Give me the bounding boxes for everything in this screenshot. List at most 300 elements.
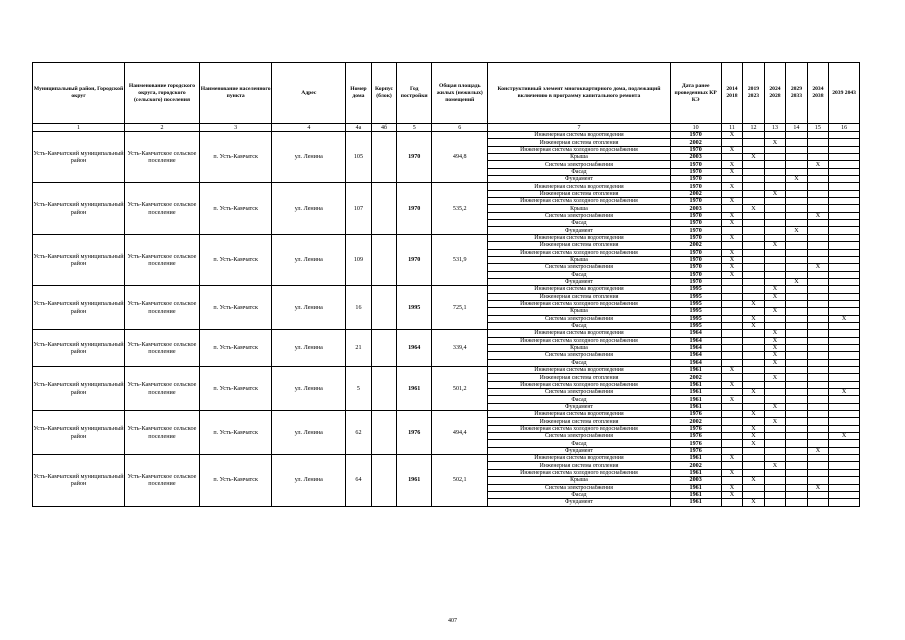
period-mark-cell bbox=[807, 491, 828, 498]
period-mark-cell bbox=[829, 425, 860, 432]
period-mark-cell bbox=[807, 278, 828, 285]
element-name-cell: Инженерная система водоотведения bbox=[488, 132, 670, 139]
block-cell bbox=[371, 286, 397, 330]
settlement-cell: Усть-Камчатское сельское поселение bbox=[125, 234, 200, 285]
period-mark-cell bbox=[807, 242, 828, 249]
period-mark-cell bbox=[764, 477, 785, 484]
column-number: 1 bbox=[33, 124, 125, 132]
period-mark-cell: X bbox=[721, 484, 742, 491]
street-cell: ул. Ленина bbox=[272, 455, 346, 506]
period-mark-cell bbox=[786, 462, 807, 469]
element-name-cell: Инженерная система холодного водоснабжения bbox=[488, 381, 670, 388]
previous-repair-date-cell: 1995 bbox=[670, 308, 721, 315]
period-mark-cell bbox=[743, 198, 764, 205]
period-mark-cell bbox=[743, 168, 764, 175]
previous-repair-date-cell: 2002 bbox=[670, 242, 721, 249]
previous-repair-date-cell: 2002 bbox=[670, 139, 721, 146]
period-mark-cell: X bbox=[721, 146, 742, 153]
period-mark-cell bbox=[829, 469, 860, 476]
table-body bbox=[33, 132, 860, 507]
period-mark-cell bbox=[721, 154, 742, 161]
period-mark-cell bbox=[829, 359, 860, 366]
period-mark-cell: X bbox=[764, 242, 785, 249]
period-mark-cell bbox=[721, 286, 742, 293]
period-mark-cell bbox=[764, 168, 785, 175]
capital-repair-table bbox=[32, 62, 860, 507]
period-mark-cell bbox=[721, 418, 742, 425]
element-name-cell: Инженерная система холодного водоснабжения bbox=[488, 249, 670, 256]
period-mark-cell bbox=[721, 337, 742, 344]
element-name-cell: Фасад bbox=[488, 322, 670, 329]
period-mark-cell bbox=[829, 190, 860, 197]
period-mark-cell: X bbox=[743, 440, 764, 447]
period-mark-cell bbox=[721, 315, 742, 322]
house-number-cell: 21 bbox=[346, 330, 372, 367]
construction-year-cell: 1970 bbox=[397, 234, 432, 285]
period-mark-cell bbox=[807, 286, 828, 293]
area-cell: 725,1 bbox=[432, 286, 488, 330]
element-name-cell: Фасад bbox=[488, 491, 670, 498]
period-mark-cell bbox=[743, 396, 764, 403]
period-mark-cell bbox=[829, 374, 860, 381]
period-mark-cell bbox=[807, 132, 828, 139]
element-name-cell: Фундамент bbox=[488, 499, 670, 506]
period-mark-cell bbox=[721, 190, 742, 197]
period-mark-cell bbox=[743, 469, 764, 476]
period-mark-cell bbox=[743, 455, 764, 462]
period-mark-cell bbox=[786, 242, 807, 249]
column-number: 4а bbox=[346, 124, 372, 132]
period-mark-cell bbox=[829, 300, 860, 307]
period-mark-cell bbox=[786, 499, 807, 506]
period-mark-cell bbox=[764, 176, 785, 183]
period-mark-cell bbox=[764, 234, 785, 241]
house-number-cell: 105 bbox=[346, 132, 372, 183]
period-mark-cell: X bbox=[743, 322, 764, 329]
period-mark-cell bbox=[721, 330, 742, 337]
period-mark-cell bbox=[764, 499, 785, 506]
previous-repair-date-cell: 1961 bbox=[670, 367, 721, 374]
district-cell: Усть-Камчатский муниципальный район bbox=[33, 330, 125, 367]
previous-repair-date-cell: 1961 bbox=[670, 389, 721, 396]
period-mark-cell bbox=[807, 381, 828, 388]
period-mark-cell bbox=[829, 264, 860, 271]
column-number: 5 bbox=[397, 124, 432, 132]
period-mark-cell bbox=[764, 183, 785, 190]
period-mark-cell bbox=[743, 183, 764, 190]
period-mark-cell bbox=[721, 205, 742, 212]
period-mark-cell bbox=[786, 308, 807, 315]
period-mark-cell: X bbox=[786, 176, 807, 183]
period-mark-cell bbox=[829, 286, 860, 293]
element-name-cell: Фасад bbox=[488, 396, 670, 403]
period-mark-cell bbox=[786, 381, 807, 388]
period-mark-cell bbox=[829, 418, 860, 425]
area-cell: 531,9 bbox=[432, 234, 488, 285]
period-mark-cell bbox=[829, 462, 860, 469]
element-name-cell: Инженерная система водоотведения bbox=[488, 183, 670, 190]
period-mark-cell bbox=[807, 256, 828, 263]
previous-repair-date-cell: 1964 bbox=[670, 330, 721, 337]
locality-cell: п. Усть-Камчатск bbox=[199, 330, 272, 367]
period-mark-cell: X bbox=[721, 249, 742, 256]
period-mark-cell bbox=[807, 374, 828, 381]
column-number: 4б bbox=[371, 124, 397, 132]
period-mark-cell bbox=[721, 242, 742, 249]
period-mark-cell bbox=[786, 300, 807, 307]
element-name-cell: Фундамент bbox=[488, 403, 670, 410]
element-name-cell: Система электроснабжения bbox=[488, 352, 670, 359]
period-mark-cell bbox=[721, 462, 742, 469]
house-number-cell: 62 bbox=[346, 411, 372, 455]
period-mark-cell: X bbox=[743, 433, 764, 440]
previous-repair-date-cell: 1970 bbox=[670, 161, 721, 168]
period-mark-cell: X bbox=[764, 308, 785, 315]
column-number: 6 bbox=[432, 124, 488, 132]
element-name-cell: Фасад bbox=[488, 359, 670, 366]
period-mark-cell bbox=[786, 198, 807, 205]
area-cell: 339,4 bbox=[432, 330, 488, 367]
period-mark-cell bbox=[807, 403, 828, 410]
previous-repair-date-cell: 1970 bbox=[670, 220, 721, 227]
period-mark-cell bbox=[743, 278, 764, 285]
period-mark-cell bbox=[743, 220, 764, 227]
column-number-row bbox=[33, 124, 860, 132]
period-mark-cell bbox=[829, 249, 860, 256]
period-mark-cell bbox=[786, 256, 807, 263]
previous-repair-date-cell: 1970 bbox=[670, 176, 721, 183]
element-name-cell: Фундамент bbox=[488, 278, 670, 285]
block-cell bbox=[371, 367, 397, 411]
period-mark-cell bbox=[786, 418, 807, 425]
period-mark-cell bbox=[721, 308, 742, 315]
period-mark-cell bbox=[807, 330, 828, 337]
period-mark-cell bbox=[807, 300, 828, 307]
period-mark-cell: X bbox=[743, 477, 764, 484]
period-mark-cell bbox=[786, 322, 807, 329]
period-mark-cell: X bbox=[786, 227, 807, 234]
previous-repair-date-cell: 1970 bbox=[670, 168, 721, 175]
element-name-cell: Крыша bbox=[488, 477, 670, 484]
element-name-cell: Фундамент bbox=[488, 176, 670, 183]
table-row bbox=[33, 132, 860, 139]
period-mark-cell bbox=[743, 337, 764, 344]
period-mark-cell bbox=[764, 227, 785, 234]
period-mark-cell bbox=[764, 132, 785, 139]
previous-repair-date-cell: 1961 bbox=[670, 491, 721, 498]
previous-repair-date-cell: 1976 bbox=[670, 440, 721, 447]
period-mark-cell bbox=[743, 491, 764, 498]
period-mark-cell bbox=[807, 293, 828, 300]
period-mark-cell bbox=[743, 447, 764, 454]
period-mark-cell: X bbox=[807, 161, 828, 168]
previous-repair-date-cell: 1970 bbox=[670, 249, 721, 256]
previous-repair-date-cell: 2003 bbox=[670, 477, 721, 484]
period-mark-cell bbox=[786, 293, 807, 300]
period-mark-cell bbox=[807, 176, 828, 183]
period-mark-cell bbox=[807, 337, 828, 344]
period-mark-cell bbox=[786, 491, 807, 498]
column-number: 10 bbox=[670, 124, 721, 132]
period-mark-cell bbox=[829, 484, 860, 491]
period-mark-cell bbox=[829, 161, 860, 168]
period-mark-cell bbox=[764, 315, 785, 322]
period-mark-cell bbox=[721, 433, 742, 440]
table-row bbox=[33, 411, 860, 418]
period-mark-cell bbox=[743, 344, 764, 351]
period-mark-cell: X bbox=[764, 418, 785, 425]
period-mark-cell bbox=[786, 315, 807, 322]
house-number-cell: 64 bbox=[346, 455, 372, 506]
header-cell: 2029 2033 bbox=[786, 63, 807, 124]
construction-year-cell: 1961 bbox=[397, 455, 432, 506]
element-name-cell: Инженерная система холодного водоснабжения bbox=[488, 300, 670, 307]
element-name-cell: Инженерная система водоотведения bbox=[488, 330, 670, 337]
locality-cell: п. Усть-Камчатск bbox=[199, 455, 272, 506]
construction-year-cell: 1961 bbox=[397, 367, 432, 411]
period-mark-cell bbox=[786, 389, 807, 396]
period-mark-cell: X bbox=[764, 462, 785, 469]
element-name-cell: Инженерная система отопления bbox=[488, 139, 670, 146]
period-mark-cell bbox=[721, 227, 742, 234]
period-mark-cell bbox=[743, 132, 764, 139]
previous-repair-date-cell: 1970 bbox=[670, 256, 721, 263]
settlement-cell: Усть-Камчатское сельское поселение bbox=[125, 183, 200, 234]
previous-repair-date-cell: 1970 bbox=[670, 183, 721, 190]
settlement-cell: Усть-Камчатское сельское поселение bbox=[125, 455, 200, 506]
previous-repair-date-cell: 1995 bbox=[670, 300, 721, 307]
period-mark-cell bbox=[764, 154, 785, 161]
element-name-cell: Инженерная система холодного водоснабжения bbox=[488, 198, 670, 205]
period-mark-cell bbox=[829, 146, 860, 153]
previous-repair-date-cell: 2002 bbox=[670, 190, 721, 197]
element-name-cell: Фасад bbox=[488, 440, 670, 447]
column-number: 4 bbox=[272, 124, 346, 132]
period-mark-cell bbox=[743, 190, 764, 197]
period-mark-cell bbox=[764, 440, 785, 447]
period-mark-cell bbox=[786, 396, 807, 403]
period-mark-cell bbox=[743, 462, 764, 469]
area-cell: 494,4 bbox=[432, 411, 488, 455]
period-mark-cell bbox=[807, 322, 828, 329]
period-mark-cell: X bbox=[807, 484, 828, 491]
period-mark-cell bbox=[721, 176, 742, 183]
period-mark-cell bbox=[786, 344, 807, 351]
period-mark-cell: X bbox=[764, 139, 785, 146]
period-mark-cell: X bbox=[764, 293, 785, 300]
period-mark-cell bbox=[807, 359, 828, 366]
period-mark-cell bbox=[786, 447, 807, 454]
locality-cell: п. Усть-Камчатск bbox=[199, 286, 272, 330]
period-mark-cell bbox=[721, 447, 742, 454]
period-mark-cell bbox=[786, 154, 807, 161]
column-number: 12 bbox=[743, 124, 764, 132]
period-mark-cell bbox=[807, 455, 828, 462]
period-mark-cell bbox=[764, 367, 785, 374]
period-mark-cell bbox=[786, 286, 807, 293]
period-mark-cell bbox=[743, 256, 764, 263]
period-mark-cell bbox=[807, 367, 828, 374]
period-mark-cell bbox=[743, 286, 764, 293]
period-mark-cell bbox=[721, 425, 742, 432]
settlement-cell: Усть-Камчатское сельское поселение bbox=[125, 411, 200, 455]
period-mark-cell bbox=[829, 132, 860, 139]
period-mark-cell bbox=[764, 425, 785, 432]
period-mark-cell bbox=[743, 234, 764, 241]
element-name-cell: Инженерная система отопления bbox=[488, 242, 670, 249]
construction-year-cell: 1970 bbox=[397, 183, 432, 234]
period-mark-cell bbox=[786, 271, 807, 278]
period-mark-cell bbox=[786, 367, 807, 374]
element-name-cell: Инженерная система отопления bbox=[488, 190, 670, 197]
period-mark-cell bbox=[764, 411, 785, 418]
period-mark-cell bbox=[743, 176, 764, 183]
element-name-cell: Инженерная система водоотведения bbox=[488, 411, 670, 418]
street-cell: ул. Ленина bbox=[272, 234, 346, 285]
period-mark-cell: X bbox=[743, 389, 764, 396]
header-cell: Конструктивный элемент многоквартирного дома, подлежащий включению в программу капитального ремонта bbox=[488, 63, 670, 124]
period-mark-cell bbox=[764, 300, 785, 307]
period-mark-cell: X bbox=[721, 212, 742, 219]
period-mark-cell: X bbox=[807, 447, 828, 454]
period-mark-cell bbox=[786, 469, 807, 476]
period-mark-cell bbox=[743, 418, 764, 425]
period-mark-cell bbox=[743, 161, 764, 168]
element-name-cell: Система электроснабжения bbox=[488, 433, 670, 440]
period-mark-cell: X bbox=[721, 161, 742, 168]
period-mark-cell bbox=[829, 477, 860, 484]
header-cell: Номер дома bbox=[346, 63, 372, 124]
period-mark-cell bbox=[764, 455, 785, 462]
period-mark-cell bbox=[807, 168, 828, 175]
period-mark-cell: X bbox=[764, 190, 785, 197]
element-name-cell: Инженерная система холодного водоснабжения bbox=[488, 425, 670, 432]
period-mark-cell: X bbox=[721, 469, 742, 476]
period-mark-cell bbox=[721, 359, 742, 366]
period-mark-cell bbox=[721, 293, 742, 300]
period-mark-cell bbox=[786, 220, 807, 227]
header-cell: 2019 2023 bbox=[743, 63, 764, 124]
period-mark-cell bbox=[829, 381, 860, 388]
period-mark-cell bbox=[807, 183, 828, 190]
period-mark-cell bbox=[829, 154, 860, 161]
header-row bbox=[33, 63, 860, 124]
period-mark-cell: X bbox=[807, 264, 828, 271]
previous-repair-date-cell: 1976 bbox=[670, 433, 721, 440]
previous-repair-date-cell: 1970 bbox=[670, 278, 721, 285]
column-number: 2 bbox=[125, 124, 200, 132]
element-name-cell: Фундамент bbox=[488, 227, 670, 234]
period-mark-cell bbox=[829, 322, 860, 329]
previous-repair-date-cell: 1961 bbox=[670, 403, 721, 410]
period-mark-cell bbox=[786, 249, 807, 256]
period-mark-cell bbox=[829, 455, 860, 462]
district-cell: Усть-Камчатский муниципальный район bbox=[33, 132, 125, 183]
area-cell: 502,1 bbox=[432, 455, 488, 506]
block-cell bbox=[371, 234, 397, 285]
table-row bbox=[33, 455, 860, 462]
element-name-cell: Инженерная система водоотведения bbox=[488, 234, 670, 241]
period-mark-cell bbox=[829, 198, 860, 205]
locality-cell: п. Усть-Камчатск bbox=[199, 183, 272, 234]
period-mark-cell bbox=[786, 425, 807, 432]
element-name-cell: Крыша bbox=[488, 154, 670, 161]
element-name-cell: Инженерная система отопления bbox=[488, 418, 670, 425]
house-number-cell: 5 bbox=[346, 367, 372, 411]
period-mark-cell bbox=[807, 271, 828, 278]
period-mark-cell bbox=[807, 469, 828, 476]
column-number: 14 bbox=[786, 124, 807, 132]
district-cell: Усть-Камчатский муниципальный район bbox=[33, 183, 125, 234]
area-cell: 501,2 bbox=[432, 367, 488, 411]
period-mark-cell bbox=[829, 242, 860, 249]
previous-repair-date-cell: 1961 bbox=[670, 484, 721, 491]
period-mark-cell bbox=[721, 411, 742, 418]
period-mark-cell bbox=[721, 440, 742, 447]
previous-repair-date-cell: 1995 bbox=[670, 293, 721, 300]
period-mark-cell bbox=[829, 183, 860, 190]
period-mark-cell bbox=[829, 271, 860, 278]
period-mark-cell bbox=[786, 132, 807, 139]
period-mark-cell bbox=[807, 315, 828, 322]
period-mark-cell: X bbox=[721, 234, 742, 241]
previous-repair-date-cell: 1970 bbox=[670, 212, 721, 219]
header-cell: Наименование городского округа, городского (сельского) поселения bbox=[125, 63, 200, 124]
period-mark-cell: X bbox=[743, 315, 764, 322]
period-mark-cell bbox=[743, 381, 764, 388]
period-mark-cell bbox=[829, 330, 860, 337]
district-cell: Усть-Камчатский муниципальный район bbox=[33, 234, 125, 285]
element-name-cell: Система электроснабжения bbox=[488, 212, 670, 219]
period-mark-cell bbox=[764, 161, 785, 168]
period-mark-cell bbox=[807, 234, 828, 241]
element-name-cell: Инженерная система холодного водоснабжения bbox=[488, 146, 670, 153]
block-cell bbox=[371, 330, 397, 367]
period-mark-cell bbox=[807, 440, 828, 447]
period-mark-cell bbox=[807, 146, 828, 153]
period-mark-cell bbox=[786, 440, 807, 447]
header-cell: Общая площадь жилых (нежилых) помещений bbox=[432, 63, 488, 124]
period-mark-cell: X bbox=[764, 374, 785, 381]
period-mark-cell: X bbox=[764, 337, 785, 344]
period-mark-cell bbox=[786, 161, 807, 168]
period-mark-cell bbox=[829, 293, 860, 300]
period-mark-cell bbox=[721, 389, 742, 396]
period-mark-cell bbox=[829, 227, 860, 234]
header-cell: Дата ранее проведенных КР КЭ bbox=[670, 63, 721, 124]
element-name-cell: Крыша bbox=[488, 308, 670, 315]
previous-repair-date-cell: 1976 bbox=[670, 425, 721, 432]
period-mark-cell bbox=[829, 499, 860, 506]
period-mark-cell bbox=[764, 389, 785, 396]
period-mark-cell bbox=[807, 411, 828, 418]
period-mark-cell bbox=[764, 484, 785, 491]
header-cell: Адрес bbox=[272, 63, 346, 124]
header-cell: Наименование населенного пункта bbox=[199, 63, 272, 124]
settlement-cell: Усть-Камчатское сельское поселение bbox=[125, 132, 200, 183]
previous-repair-date-cell: 1970 bbox=[670, 227, 721, 234]
period-mark-cell bbox=[743, 212, 764, 219]
period-mark-cell bbox=[807, 462, 828, 469]
period-mark-cell bbox=[743, 484, 764, 491]
district-cell: Усть-Камчатский муниципальный район bbox=[33, 411, 125, 455]
period-mark-cell bbox=[743, 352, 764, 359]
period-mark-cell bbox=[786, 374, 807, 381]
period-mark-cell: X bbox=[721, 168, 742, 175]
table-row bbox=[33, 367, 860, 374]
period-mark-cell: X bbox=[786, 278, 807, 285]
previous-repair-date-cell: 2003 bbox=[670, 205, 721, 212]
